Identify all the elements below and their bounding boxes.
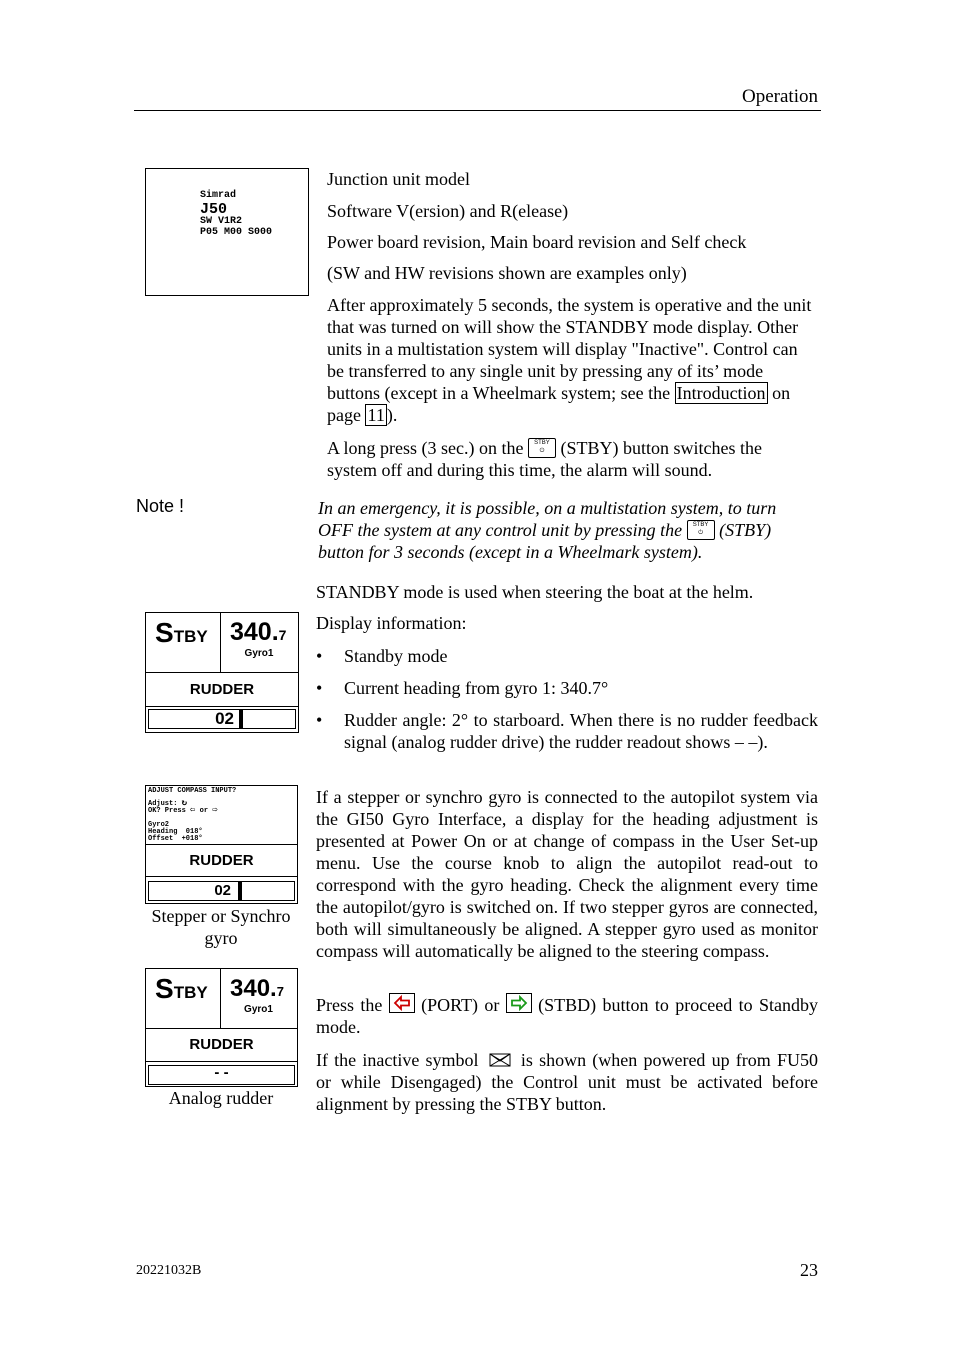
rotate-icon: ↻ [181,798,188,808]
rudder-value: 02 [214,882,231,899]
introduction-link[interactable]: Introduction [676,383,766,403]
note-label: Note ! [136,496,185,516]
operative-paragraph [327,294,815,426]
adjust-heading: Heading 018° [148,828,203,836]
junction-line-sw: SW V1R2 [200,216,243,227]
arrow-right-icon: ⇨ [212,805,218,815]
stepper-paragraph: If a stepper or synchro gyro is connected to the autopilot system via the GI50 Gyro Interface, a display for the heading adjustment is presented at Power On or at change of compass in the User Set-up menu. Use the course knob to align the autopilot read-out to correspond with the gyro heading. Check the alignment every time the autopilot/gyro is switched on. If two stepper gyros are connected, both will simultaneously be aligned. A stepper gyro used as monitor compass will automatically be aligned to the steering compass. [316,787,818,961]
press-paragraph: Press the (PORT) or (STBD) button to proceed to Standby mode. [316,995,819,1037]
junction-display [145,168,309,296]
stby-key-icon: STBY ⏻ [528,438,556,458]
rudder-value: 02 [215,709,234,728]
heading-readout: 340.7 [230,618,287,646]
heading-readout: 340.7 [230,975,284,1002]
revision-note-text: (SW and HW revisions shown are examples only) [327,263,687,283]
adjust-offset: Offset +018° [148,835,203,843]
rudder-label: RUDDER [189,852,254,869]
inactive-symbol-icon [489,1052,511,1068]
long-press-paragraph [327,437,807,481]
port-arrow-icon [389,993,415,1013]
display-info-heading: Display information: [316,613,467,633]
rudder-label: RUDDER [189,681,255,698]
rudder-bar [148,709,296,729]
heading-source: Gyro1 [244,1004,273,1015]
note-text: In an emergency, it is possible, on a multistation system, to turn OFF the system at any control unit by pressing the STBY ⏻ (STBY) button for 3 seconds (except in a Wheelmark system). [318,498,777,562]
adjust-compass-display [145,785,298,904]
software-version-text: Software V(ersion) and R(elease) [327,201,569,221]
mode-indicator: STBY [155,617,208,648]
stepper-caption: Stepper or Synchro gyro [151,906,291,948]
long-press-pre: A long press (3 sec.) on the [327,438,524,458]
page-number: 23 [800,1260,818,1280]
adjust-line-ok: OK? Press ⇦ or ⇨ [148,805,218,815]
junction-line-model: J50 [200,201,228,218]
rudder-indicator [239,710,243,728]
operative-mid: on page [327,383,791,425]
page-link[interactable]: 11 [367,405,385,425]
operative-text: After approximately 5 seconds, the system is operative and the unit that was turned on will show the STANDBY mode display. Other units in a multistation system will display "Inactive". Control can be transferred to any single unit by pressing any of its’ mode buttons (except in a Wheelmark system; see the [327,295,812,403]
section-header: Operation [742,86,818,107]
standby-display [145,612,299,733]
rudder-value: - - [214,1064,229,1081]
junction-model-text: Junction unit model [327,169,470,189]
stbd-arrow-icon [506,993,532,1013]
analog-rudder-display [145,968,298,1087]
board-revision-text: Power board revision, Main board revision and Self check [327,232,747,252]
junction-line-brand: Simrad [200,190,237,201]
long-press-post: (STBY) button switches the system off and during this time, the alarm will sound. [327,438,762,480]
arrow-left-icon: ⇦ [190,805,196,815]
list-item: • Current heading from gyro 1: 340.7° [316,677,818,699]
list-item: • Standby mode [316,645,818,667]
junction-line-rev: P05 M00 S000 [200,227,273,238]
stby-key-icon: STBY ⏻ [687,520,715,540]
header-rule [134,110,821,111]
list-item: • Rudder angle: 2° to starboard. When there is no rudder feedback signal (analog rudder drive) the rudder readout shows – –). [316,709,818,753]
operative-end: ). [386,405,398,425]
heading-source: Gyro1 [244,648,274,659]
adjust-gyro: Gyro2 [148,821,170,829]
rudder-bar [148,1065,295,1085]
display-info-list [316,645,818,763]
inactive-paragraph: If the inactive symbol is shown (when powered up from FU50 or while Disengaged) the Control unit must be activated before alignment by pressing the STBY button. [316,1050,818,1114]
doc-number: 20221032B [136,1263,202,1278]
rudder-bar [148,881,295,901]
standby-intro: STANDBY mode is used when steering the boat at the helm. [316,582,754,602]
adjust-line-adjust: Adjust: ↻ [148,798,188,808]
rudder-indicator [238,882,242,900]
mode-indicator: STBY [155,973,208,1004]
analog-caption: Analog rudder [168,1088,274,1108]
adjust-title: ADJUST COMPASS INPUT? [148,787,237,795]
rudder-label: RUDDER [189,1036,254,1053]
